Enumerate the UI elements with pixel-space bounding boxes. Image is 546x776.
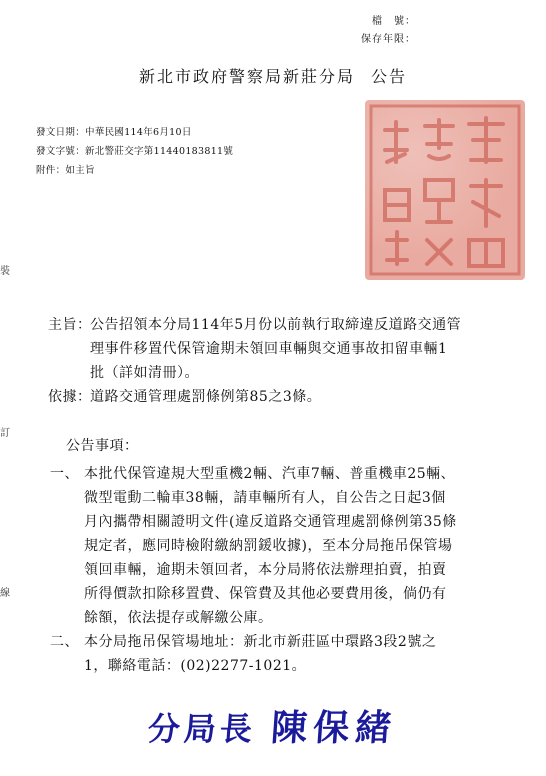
subject-line-2: 理事件移置代保管逾期未領回車輛與交通事故扣留車輛1	[90, 341, 448, 357]
subject-label: 主旨：	[48, 317, 92, 333]
issue-date: 發文日期：中華民國114年6月10日	[36, 127, 192, 138]
margin-mark-line: 線	[0, 588, 10, 599]
subject-line-1: 公告招領本分局114年5月份以前執行取締違反道路交通管	[90, 317, 462, 333]
seal-stamp-graphic	[365, 100, 525, 280]
file-number-label: 檔 號：	[372, 16, 416, 27]
signature-title: 分局長	[146, 710, 258, 748]
item-1-line-7: 餘額，依法提存或解繳公庫。	[84, 610, 273, 626]
item-1-line-3: 月內攜帶相關證明文件(違反道路交通管理處罰條例第35條	[84, 514, 457, 530]
signature-block	[146, 700, 450, 756]
notice-heading: 公告事項：	[66, 438, 139, 454]
official-seal	[365, 100, 525, 280]
retention-label: 保存年限：	[361, 34, 416, 45]
attachment-note: 附件：如主旨	[36, 165, 95, 176]
item-2-number: 二、	[50, 634, 79, 650]
item-1-line-4: 規定者，應同時檢附繳納罰鍰收據)，至本分局拖吊保管場	[84, 538, 453, 554]
margin-mark-bind: 裝	[0, 266, 10, 277]
doc-type: 公告	[371, 67, 408, 86]
basis-text: 道路交通管理處罰條例第85之3條。	[90, 389, 322, 405]
signature-name: 陳保緒	[269, 708, 399, 749]
item-1-number: 一、	[50, 466, 79, 482]
item-2-line-2: 1，聯絡電話：(02)2277-1021。	[84, 658, 307, 674]
item-1-line-6: 所得價款扣除移置費、保管費及其他必要費用後，倘仍有	[84, 586, 447, 602]
document-number: 發文字號：新北警莊交字第11440183811號	[36, 146, 234, 157]
agency-name: 新北市政府警察局新莊分局	[138, 67, 355, 86]
item-1-line-1: 本批代保管違規大型重機2輛、汽車7輛、普重機車25輛、	[84, 466, 456, 482]
margin-mark-staple: 訂	[0, 428, 10, 439]
item-2-line-1: 本分局拖吊保管場地址：新北市新莊區中環路3段2號之	[84, 634, 437, 650]
item-1-line-2: 微型電動二輪車38輛，請車輛所有人，自公告之日起3個	[84, 490, 446, 506]
basis-label: 依據：	[48, 389, 92, 405]
document-title	[0, 64, 546, 87]
subject-line-3: 批（詳如清冊）。	[90, 365, 199, 381]
item-1-line-5: 領回車輛，逾期未領回者，本分局將依法辦理拍賣，拍賣	[84, 562, 447, 578]
